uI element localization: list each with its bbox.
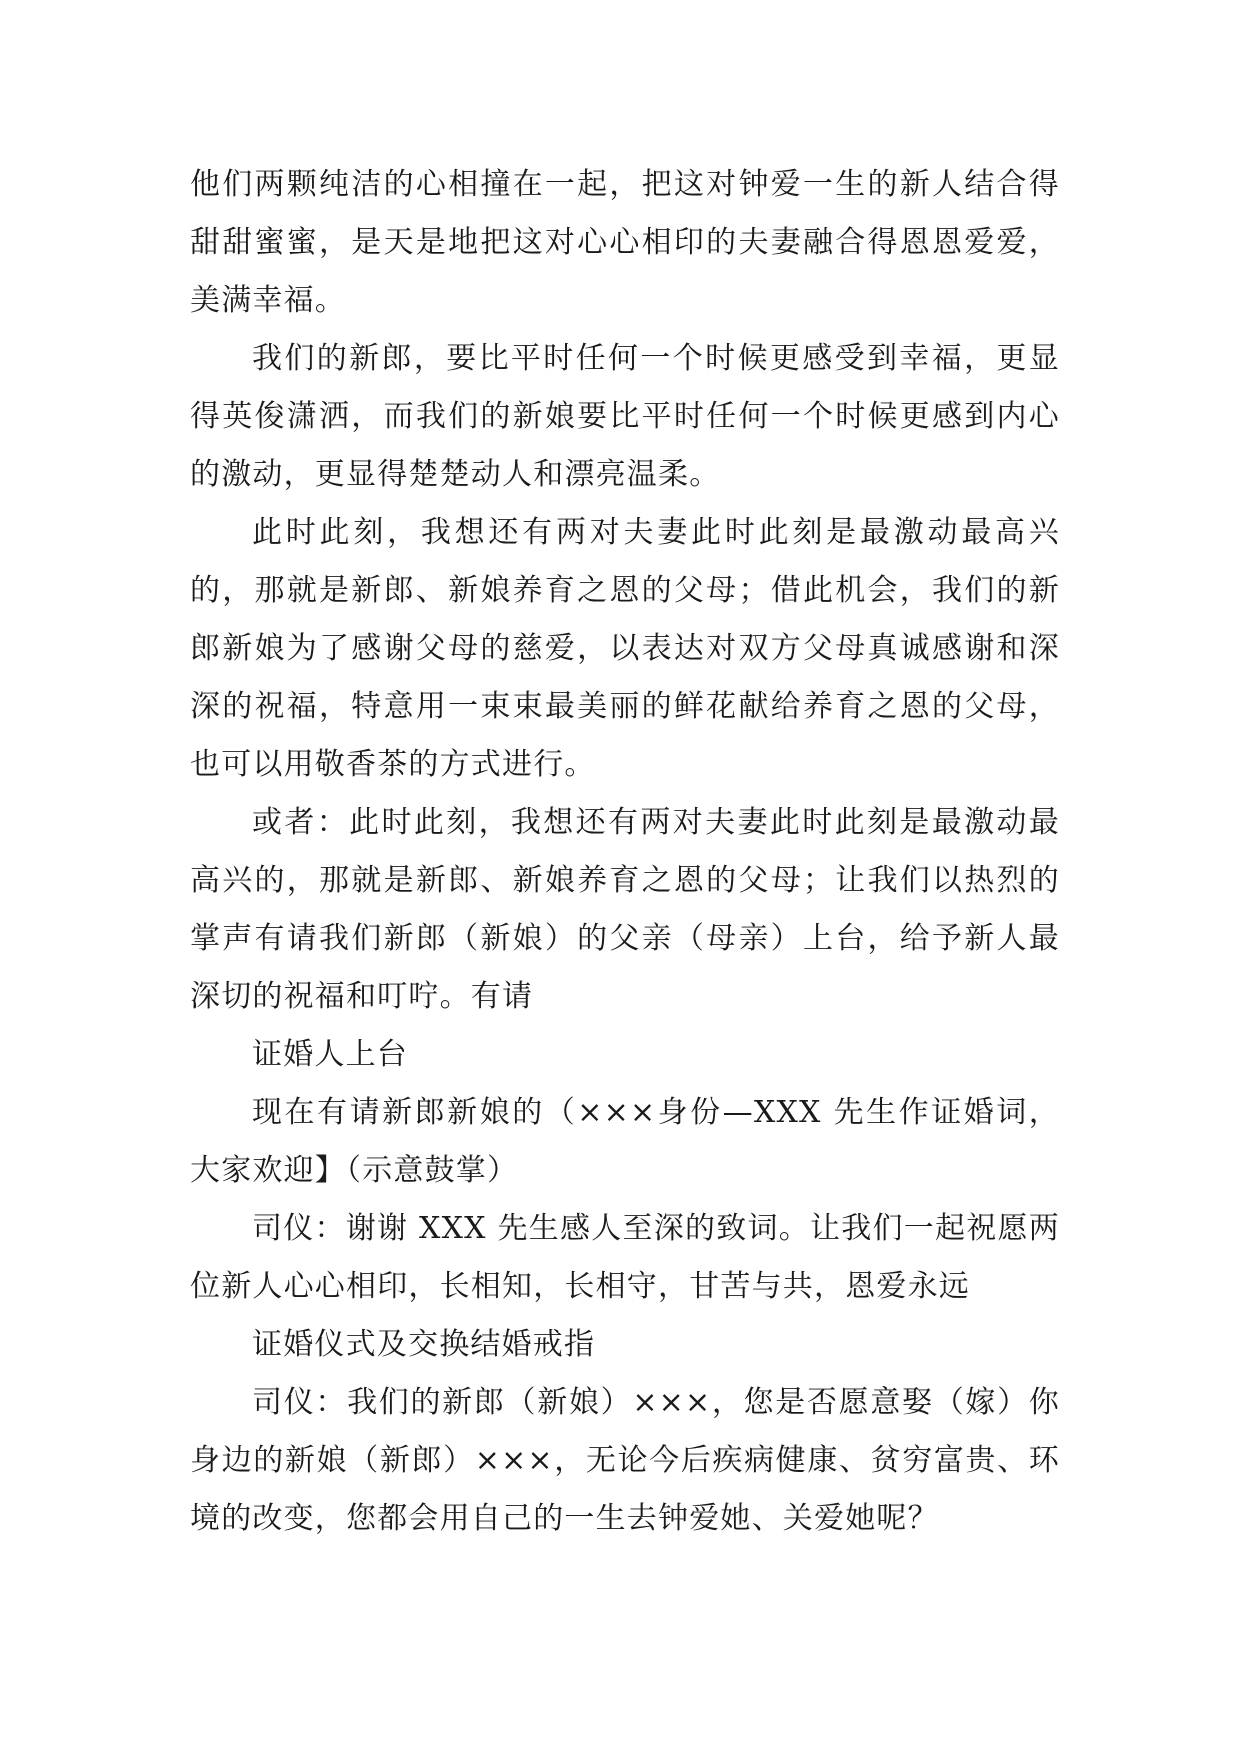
heading-ring-exchange: 证婚仪式及交换结婚戒指 [252, 1327, 596, 1362]
heading-witness-on-stage: 证婚人上台 [252, 1037, 408, 1072]
paragraph-host-thanks: 司仪：谢谢 XXX 先生感人至深的致词。让我们一起祝愿两位新人心心相印，长相知，长相守，甘苦与共，恩爱永远 [190, 1211, 1060, 1304]
document-body [190, 156, 1060, 1548]
paragraph-groom-bride: 我们的新郎，要比平时任何一个时候更感受到幸福，更显得英俊潇洒，而我们的新娘要比平时任何一个时候更感到内心的激动，更显得楚楚动人和漂亮温柔。 [190, 341, 1060, 492]
paragraph-alternative: 或者：此时此刻，我想还有两对夫妻此时此刻是最激动最高兴的，那就是新郎、新娘养育之恩的父母；让我们以热烈的掌声有请我们新郎（新娘）的父亲（母亲）上台，给予新人最深切的祝福和叮咛。有请 [190, 805, 1060, 1014]
paragraph-continuation: 他们两颗纯洁的心相撞在一起，把这对钟爱一生的新人结合得甜甜蜜蜜，是天是地把这对心心相印的夫妻融合得恩恩爱爱，美满幸福。 [190, 167, 1060, 318]
paragraph-vows-question: 司仪：我们的新郎（新娘）×××，您是否愿意娶（嫁）你身边的新娘（新郎）×××，无论今后疾病健康、贫穷富贵、环境的改变，您都会用自己的一生去钟爱她、关爱她呢？ [190, 1385, 1060, 1536]
paragraph-parents-thanks: 此时此刻，我想还有两对夫妻此时此刻是最激动最高兴的，那就是新郎、新娘养育之恩的父母；借此机会，我们的新郎新娘为了感谢父母的慈爱，以表达对双方父母真诚感谢和深深的祝福，特意用一束束最美丽的鲜花献给养育之恩的父母，也可以用敬香茶的方式进行。 [190, 515, 1060, 782]
paragraph-witness-invite: 现在有请新郎新娘的（×××身份—XXX 先生作证婚词，大家欢迎】（示意鼓掌） [190, 1095, 1060, 1188]
